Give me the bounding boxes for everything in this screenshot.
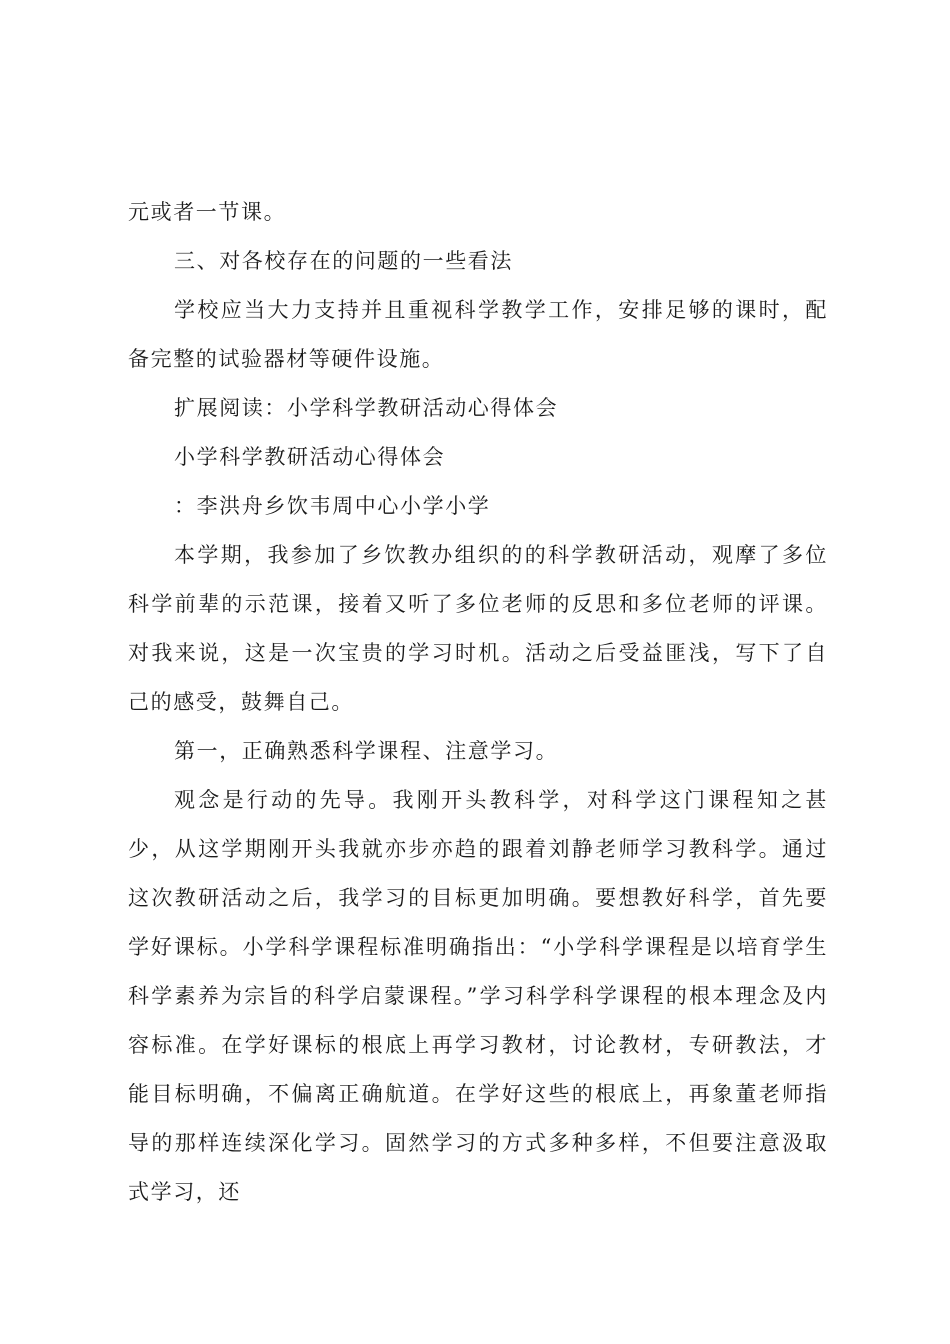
paragraph: 本学期，我参加了乡饮教办组织的的科学教研活动，观摩了多位科学前辈的示范课，接着又听了多位老师的反思和多位老师的评课。对我来说，这是一次宝贵的学习时机。活动之后受益匪浅，写下了自己的感受，鼓舞自己。 — [128, 543, 828, 714]
article-author: ：李洪舟乡饮韦周中心小学小学 — [174, 494, 491, 518]
paragraph: 观念是行动的先导。我刚开头教科学，对科学这门课程知之甚少，从这学期刚开头我就亦步亦趋的跟着刘静老师学习教科学。通过这次教研活动之后，我学习的目标更加明确。要想教好科学，首先要学好课标。小学科学课程标准明确指出：“小学科学课程是以培育学生科学素养为宗旨的科学启蒙课程。”学习科学科学课程的根本理念及内容标准。在学好课标的根底上再学习教材，讨论教材，专研教法，才能目标明确，不偏离正确航道。在学好这些的根底上，再象董老师指导的那样连续深化学习。固然学习的方式多种多样，不但要注意汲取式学习，还 — [128, 788, 828, 1204]
section-heading: 第一，正确熟悉科学课程、注意学习。 — [174, 739, 559, 763]
paragraph-continuation: 元或者一节课。 — [128, 200, 287, 224]
extended-reading-label: 扩展阅读：小学科学教研活动心得体会 — [174, 396, 559, 420]
article-title: 小学科学教研活动心得体会 — [174, 445, 446, 469]
section-heading: 三、对各校存在的问题的一些看法 — [174, 249, 513, 273]
paragraph: 学校应当大力支持并且重视科学教学工作，安排足够的课时，配备完整的试验器材等硬件设施。 — [128, 298, 828, 371]
document-body — [128, 188, 828, 1217]
